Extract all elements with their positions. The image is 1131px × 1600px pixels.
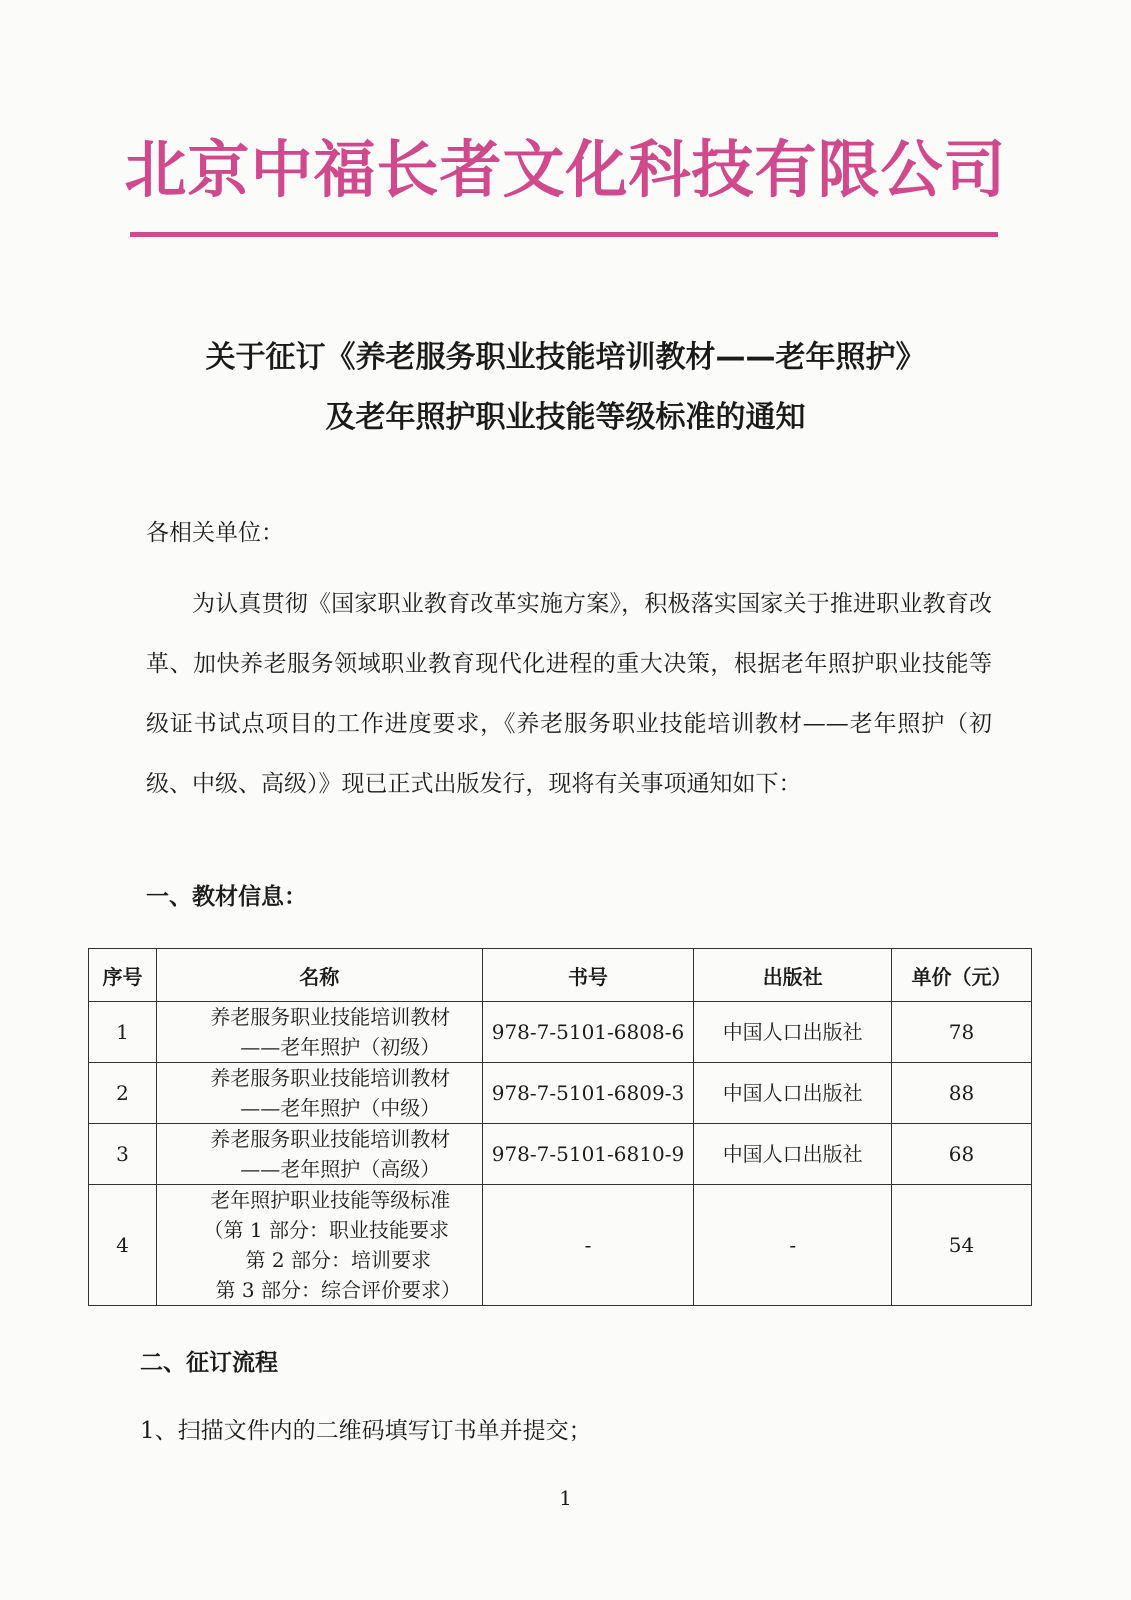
- intro-paragraph: 为认真贯彻《国家职业教育改革实施方案》，积极落实国家关于推进职业教育改革、加快养老服务领域职业教育现代化进程的重大决策，根据老年照护职业技能等级证书试点项目的工作进度要求，《养老服务职业技能培训教材——老年照护（初级、中级、高级）》现已正式出版发行，现将有关事项通知如下：: [146, 591, 992, 797]
- row-name: [156, 1124, 482, 1185]
- row-price: 88: [892, 1063, 1032, 1124]
- row-no: 1: [89, 1002, 157, 1063]
- row-price: 54: [892, 1185, 1032, 1306]
- row-name-line: 养老服务职业技能培训教材: [210, 1066, 451, 1090]
- table-row: [89, 1124, 1032, 1185]
- section-heading-materials: 一、教材信息：: [146, 884, 307, 910]
- row-isbn: -: [482, 1185, 694, 1306]
- header-price: 单价（元）: [892, 949, 1032, 1002]
- row-no: 2: [89, 1063, 157, 1124]
- row-name-line: （第 1 部分：职业技能要求: [203, 1218, 449, 1242]
- table-header-row: [89, 949, 1032, 1002]
- company-letterhead: 北京中福长者文化科技有限公司: [124, 133, 1007, 206]
- section-heading-ordering: 二、征订流程: [140, 1350, 278, 1376]
- row-name-line: ——老年照护（中级）: [240, 1096, 441, 1120]
- row-name-line: ——老年照护（高级）: [240, 1157, 441, 1181]
- row-publisher: -: [694, 1185, 892, 1306]
- row-price: 68: [892, 1124, 1032, 1185]
- row-name-line: 养老服务职业技能培训教材: [210, 1127, 451, 1151]
- row-name: [156, 1002, 482, 1063]
- row-publisher: 中国人口出版社: [694, 1002, 892, 1063]
- page-number: 1: [559, 1486, 572, 1510]
- header-publisher: 出版社: [694, 949, 892, 1002]
- row-name-line: ——老年照护（初级）: [240, 1035, 441, 1059]
- row-isbn: 978-7-5101-6809-3: [482, 1063, 694, 1124]
- table-row: [89, 1185, 1032, 1306]
- row-name: [156, 1063, 482, 1124]
- row-name-line: 养老服务职业技能培训教材: [210, 1005, 451, 1029]
- materials-table: [88, 948, 1032, 1306]
- row-price: 78: [892, 1002, 1032, 1063]
- row-isbn: 978-7-5101-6808-6: [482, 1002, 694, 1063]
- row-publisher: 中国人口出版社: [694, 1063, 892, 1124]
- ordering-step: 1、扫描文件内的二维码填写订书单并提交；: [140, 1418, 592, 1444]
- letterhead-divider: [130, 232, 998, 237]
- header-isbn: 书号: [482, 949, 694, 1002]
- salutation: 各相关单位：: [146, 520, 284, 546]
- row-no: 4: [89, 1185, 157, 1306]
- row-name: [156, 1185, 482, 1306]
- row-name-line: 第 3 部分：综合评价要求）: [215, 1278, 461, 1302]
- notice-title-line-1: 关于征订《养老服务职业技能培训教材——老年照护》: [205, 340, 926, 375]
- row-no: 3: [89, 1124, 157, 1185]
- row-name-line: 老年照护职业技能等级标准: [210, 1188, 451, 1212]
- header-name: 名称: [156, 949, 482, 1002]
- table-row: [89, 1063, 1032, 1124]
- row-isbn: 978-7-5101-6810-9: [482, 1124, 694, 1185]
- row-publisher: 中国人口出版社: [694, 1124, 892, 1185]
- notice-title-line-2: 及老年照护职业技能等级标准的通知: [325, 400, 806, 435]
- table-row: [89, 1002, 1032, 1063]
- header-no: 序号: [89, 949, 157, 1002]
- row-name-line: 第 2 部分：培训要求: [245, 1248, 431, 1272]
